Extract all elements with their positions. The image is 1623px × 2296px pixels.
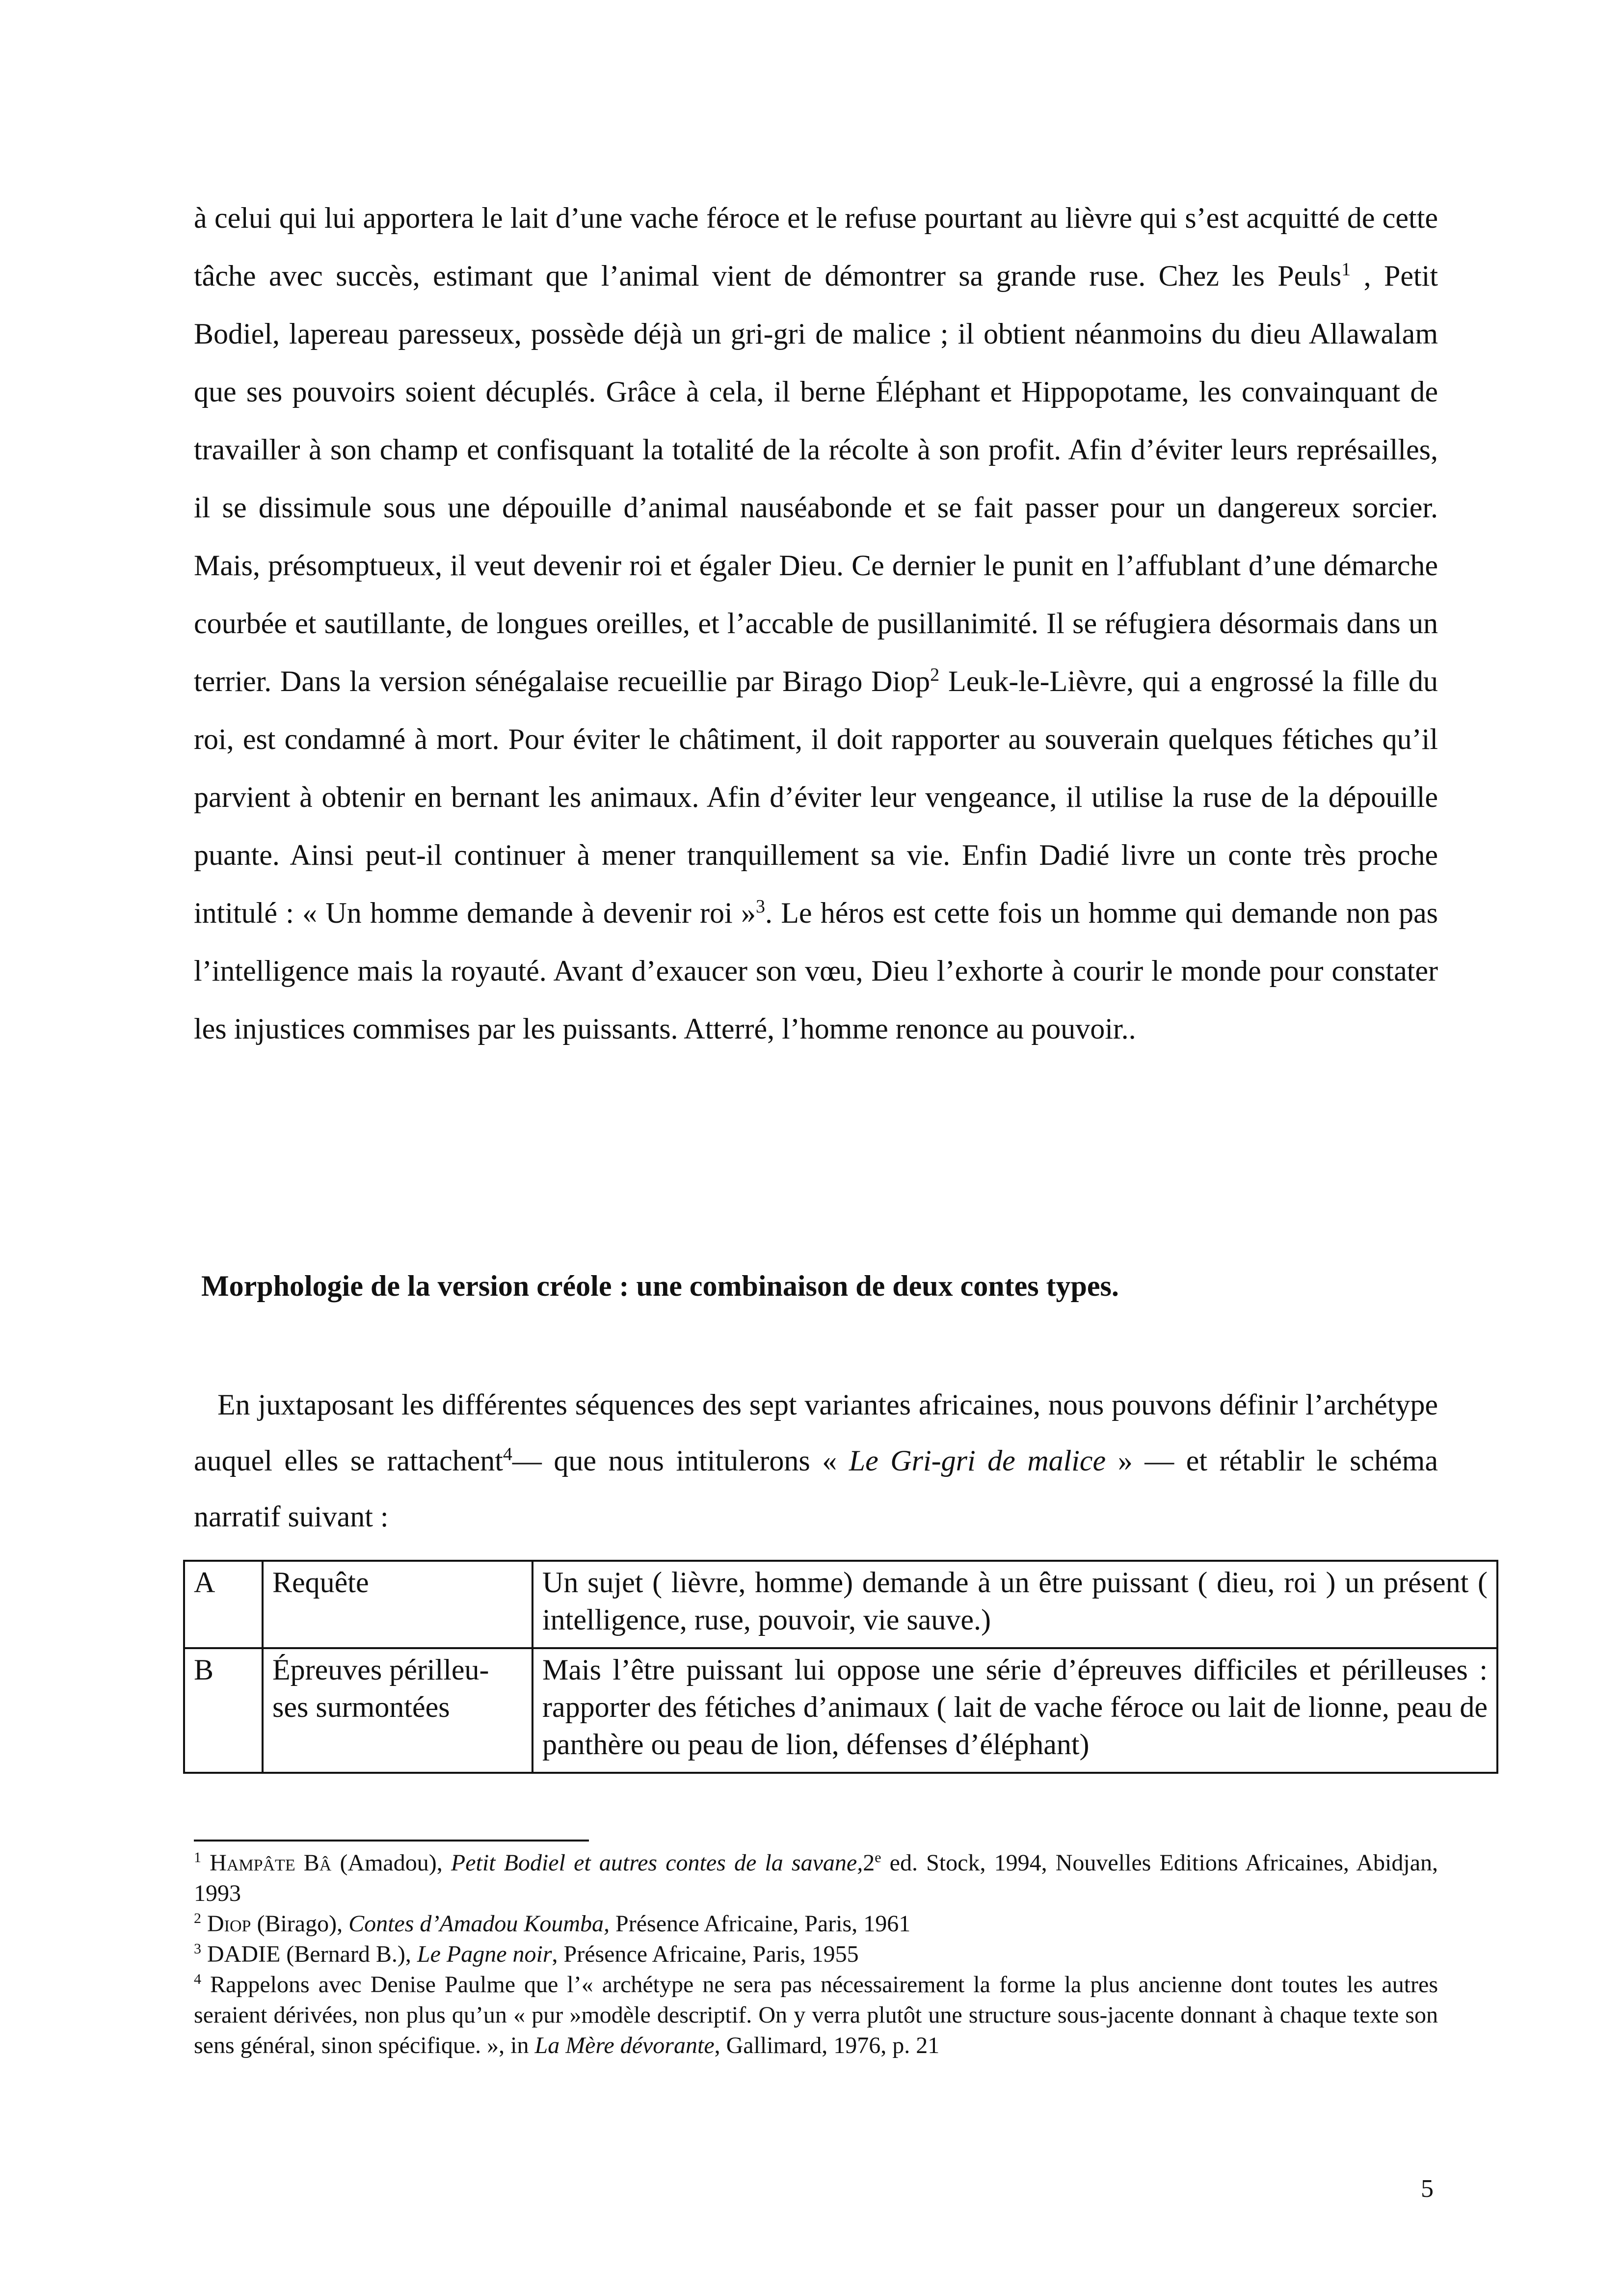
footnote-ref-3[interactable]: 3	[755, 896, 765, 917]
footnote-author: Hampâte Bâ	[210, 1850, 332, 1876]
paragraph-text: . Le héros est cette fois un homme qui demande non pas l’intelligence mais la royauté. Avant d’exaucer son vœu, Dieu l’exhorte à courir le monde pour constater les injustices commises par les puissants. Atterré, l’homme renonce au pouvoir..	[194, 897, 1438, 1045]
row-label: Requête	[263, 1561, 532, 1648]
row-description: Un sujet ( lièvre, homme) demande à un être puissant ( dieu, roi ) un présent ( intelligence, ruse, pouvoir, vie sauve.)	[532, 1561, 1497, 1648]
footnote-text: , Présence Africaine, Paris, 1955	[552, 1941, 859, 1967]
footnote-separator	[194, 1840, 589, 1842]
footnote-number: 3	[194, 1941, 201, 1957]
intro-text: — que nous intitulerons «	[512, 1444, 849, 1477]
footnote-text: ed. Stock, 1994, Nouvelles Editions Africaines, Abidjan, 1993	[194, 1850, 1438, 1906]
footnote-title: Contes d’Amadou Koumba,	[348, 1911, 610, 1937]
tale-title: Le Gri-gri de malice	[849, 1444, 1106, 1477]
footnote-text: e	[875, 1849, 881, 1866]
paragraph-text: à celui qui lui apportera le lait d’une vache féroce et le refuse pourtant au lièvre qui s’est acquitté de cette tâche avec succès, estimant que l’animal vient de démontrer sa grande ruse. Chez les Peuls	[194, 202, 1438, 292]
row-label: Épreuves périlleu-ses surmontées	[263, 1648, 532, 1773]
table-row	[184, 1648, 1497, 1773]
footnote-4	[194, 1970, 1438, 2061]
row-letter: A	[184, 1561, 263, 1648]
footnote-text: (Amadou),	[331, 1850, 451, 1876]
footnote-number: 2	[194, 1910, 201, 1926]
row-letter: B	[184, 1648, 263, 1773]
narrative-scheme-table	[183, 1560, 1498, 1774]
footnote-3	[194, 1939, 1438, 1970]
footnote-number: 1	[194, 1849, 201, 1866]
row-description: Mais l’être puissant lui oppose une série d’épreuves difficiles et périlleuses : rapporter des fétiches d’animaux ( lait de vache féroce ou lait de lionne, peau de panthère ou peau de lion, défenses d’éléphant)	[532, 1648, 1497, 1773]
body-paragraph	[194, 189, 1438, 1058]
footnote-text: Présence Africaine, Paris, 1961	[610, 1911, 911, 1937]
footnote-title: Petit Bodiel et autres contes de la savane,	[451, 1850, 863, 1876]
footnote-ref-2[interactable]: 2	[930, 665, 940, 685]
paragraph-text: Leuk-le-Lièvre, qui a engrossé la fille du roi, est condamné à mort. Pour éviter le châtiment, il doit rapporter au souverain quelques fétiches qu’il parvient à obtenir en bernant les animaux. Afin d’éviter leur vengeance, il utilise la ruse de la dépouille puante. Ainsi peut-il continuer à mener tranquillement sa vie. Enfin Dadié livre un conte très proche intitulé : « Un homme demande à devenir roi »	[194, 665, 1438, 929]
footnote-ref-1[interactable]: 1	[1341, 259, 1351, 280]
footnote-title: La Mère dévorante	[534, 2032, 715, 2058]
footnote-ref-4[interactable]: 4	[503, 1444, 512, 1465]
intro-text: En juxtaposant les différentes séquences des sept variantes africaines, nous pouvons définir l’archétype auquel elles se rattachent	[194, 1388, 1438, 1477]
section-heading: Morphologie de la version créole : une combinaison de deux contes types.	[201, 1270, 1119, 1302]
footnote-text: DADIE (Bernard B.),	[201, 1941, 417, 1967]
footnote-text: Rappelons avec Denise Paulme que l’« archétype ne sera pas nécessairement la forme la plus ancienne dont toutes les autres seraient dérivées, non plus qu’un « pur »modèle descriptif. On y verra plutôt une structure sous-jacente donnant à chaque texte son sens général, sinon spécifique. », in	[194, 1972, 1438, 2058]
footnote-2	[194, 1909, 1438, 1939]
table-row	[184, 1561, 1497, 1648]
footnote-author: Diop	[207, 1911, 251, 1937]
intro-paragraph	[194, 1377, 1438, 1545]
footnote-title: Le Pagne noir	[417, 1941, 552, 1967]
footnotes	[194, 1848, 1438, 2061]
paragraph-text: , Petit Bodiel, lapereau paresseux, possède déjà un gri-gri de malice ; il obtient néanmoins du dieu Allawalam que ses pouvoirs soient décuplés. Grâce à cela, il berne Éléphant et Hippopotame, les convainquant de travailler à son champ et confisquant la totalité de la récolte à son profit. Afin d’éviter leurs représailles, il se dissimule sous une dépouille d’animal nauséabonde et se fait passer pour un dangereux sorcier. Mais, présomptueux, il veut devenir roi et égaler Dieu. Ce dernier le punit en l’affublant d’une démarche courbée et sautillante, de longues oreilles, et l’accable de pusillanimité. Il se réfugiera désormais dans un terrier. Dans la version sénégalaise recueillie par Birago Diop	[194, 260, 1438, 697]
footnote-text: , Gallimard, 1976, p. 21	[714, 2032, 940, 2058]
intro-text: » — et rétablir le schéma narratif suivant :	[194, 1444, 1438, 1533]
footnote-text: (Birago),	[251, 1911, 349, 1937]
footnote-number: 4	[194, 1971, 201, 1987]
footnote-text: 2	[863, 1850, 875, 1876]
footnote-1	[194, 1848, 1438, 1909]
page-number: 5	[1421, 2175, 1434, 2203]
